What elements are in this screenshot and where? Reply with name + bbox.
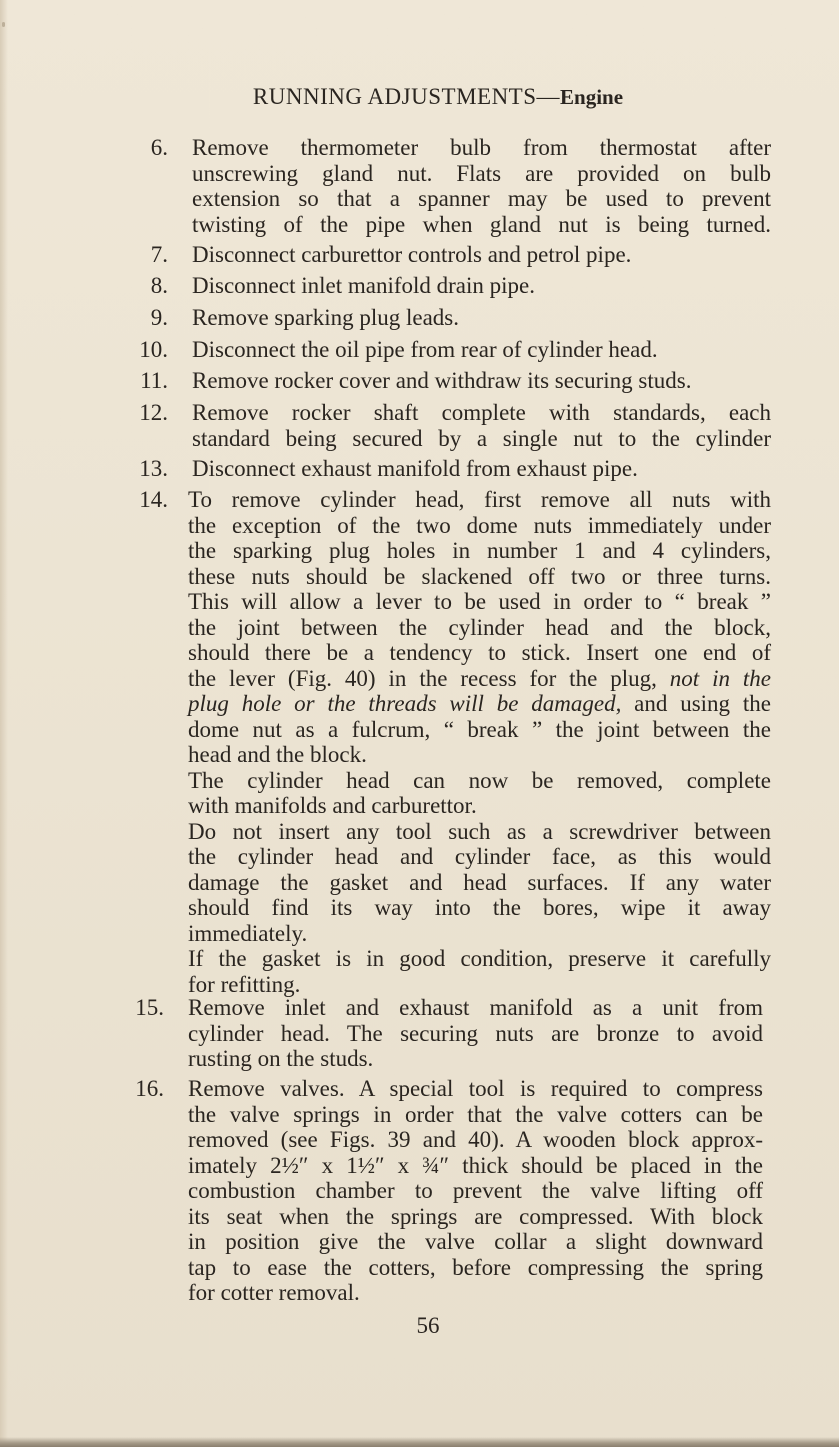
- item-line: Remove rocker shaft complete with standards, each: [192, 400, 771, 425]
- item-number: 15.: [135, 995, 164, 1020]
- item-line: the joint between the cylinder head and the block,: [188, 614, 771, 640]
- item-number: 10.: [139, 337, 168, 362]
- item-line: for refitting.: [188, 971, 301, 997]
- item-line: should find its way into the bores, wipe it away: [188, 895, 771, 920]
- text-run: the lever (Fig. 40) in the recess for the plug,: [188, 665, 657, 691]
- page-edge: [0, 0, 8, 1447]
- item-line: Do not insert any tool such as a screwdriver between: [188, 818, 771, 844]
- header-title: RUNNING ADJUSTMENTS—: [252, 84, 561, 109]
- item-number: 7.: [150, 242, 168, 267]
- item-line: immediately.: [188, 920, 308, 946]
- item-line: dome nut as a fulcrum, “ break ” the joint between the: [188, 716, 771, 742]
- item-line: To remove cylinder head, first remove all nuts with: [188, 487, 771, 512]
- item-line: Remove sparking plug leads.: [192, 305, 460, 330]
- italic-text-run: plug hole or the threads will be damaged,: [188, 691, 622, 716]
- item-line: imately 2½″ x 1½″ x ¾″ thick should be placed in the: [188, 1152, 763, 1178]
- item-line: unscrewing gland nut. Flats are provided on bulb: [192, 160, 771, 186]
- item-line: its seat when the springs are compressed. With block: [188, 1203, 763, 1229]
- page-bottom-edge: [0, 1437, 839, 1447]
- item-line: cylinder head. The securing nuts are bronze to avoid: [188, 1020, 763, 1046]
- item-line: standard being secured by a single nut to the cylinder: [192, 425, 771, 451]
- item-line: damage the gasket and head surfaces. If any water: [188, 869, 771, 895]
- item-line: extension so that a spanner may be used to prevent: [192, 186, 771, 211]
- item-line: Remove rocker cover and withdraw its securing studs.: [192, 368, 692, 393]
- item-line: should there be a tendency to stick. Insert one end of: [188, 640, 771, 665]
- item-line: Disconnect exhaust manifold from exhaust pipe.: [192, 456, 638, 481]
- item-number: 9.: [150, 305, 168, 330]
- item-line: with manifolds and carburettor.: [188, 793, 477, 818]
- item-line: Disconnect carburettor controls and petrol pipe.: [192, 242, 632, 267]
- page-header: [0, 83, 839, 111]
- item-line: the cylinder head and cylinder face, as this would: [188, 844, 771, 869]
- item-line: these nuts should be slackened off two or three turns.: [188, 563, 771, 589]
- item-line: [188, 691, 771, 717]
- item-number: 11.: [140, 368, 168, 393]
- item-number: 6.: [150, 135, 168, 160]
- item-number: 8.: [150, 273, 168, 298]
- item-line: the sparking plug holes in number 1 and 4 cylinders,: [188, 538, 771, 563]
- item-line: the exception of the two dome nuts immediately under: [188, 512, 771, 538]
- header-title-bold: Engine: [560, 85, 624, 109]
- item-line: rusting on the studs.: [188, 1046, 374, 1071]
- item-line: Remove valves. A special tool is required to compress: [188, 1076, 763, 1101]
- item-line: removed (see Figs. 39 and 40). A wooden block approx-: [188, 1127, 763, 1152]
- item-line: the valve springs in order that the valve cotters can be: [188, 1101, 763, 1127]
- text-run: and using the: [634, 691, 771, 716]
- item-line: head and the block.: [188, 742, 367, 767]
- item-line: for cotter removal.: [188, 1280, 360, 1305]
- item-line: The cylinder head can now be removed, complete: [188, 767, 771, 793]
- item-line: Disconnect the oil pipe from rear of cylinder head.: [192, 337, 658, 362]
- item-line: Remove inlet and exhaust manifold as a unit from: [188, 995, 763, 1020]
- italic-text-run: not in the: [669, 665, 771, 691]
- item-number: 12.: [139, 400, 168, 425]
- item-line: This will allow a lever to be used in order to “ break ”: [188, 589, 771, 614]
- item-line: Disconnect inlet manifold drain pipe.: [192, 273, 535, 298]
- page-number: 56: [416, 1313, 440, 1338]
- item-number: 13.: [139, 456, 168, 481]
- item-number: 14.: [139, 487, 168, 512]
- item-line: tap to ease the cotters, before compressing the spring: [188, 1254, 763, 1280]
- item-line: twisting of the pipe when gland nut is being turned.: [192, 211, 771, 237]
- item-line: in position give the valve collar a slight downward: [188, 1229, 763, 1254]
- item-line: combustion chamber to prevent the valve lifting off: [188, 1178, 763, 1203]
- item-line: [188, 666, 771, 692]
- item-number: 16.: [135, 1076, 164, 1101]
- item-line: Remove thermometer bulb from thermostat after: [192, 135, 771, 160]
- item-line: If the gasket is in good condition, preserve it carefully: [188, 946, 771, 971]
- paper-speck: [2, 22, 5, 27]
